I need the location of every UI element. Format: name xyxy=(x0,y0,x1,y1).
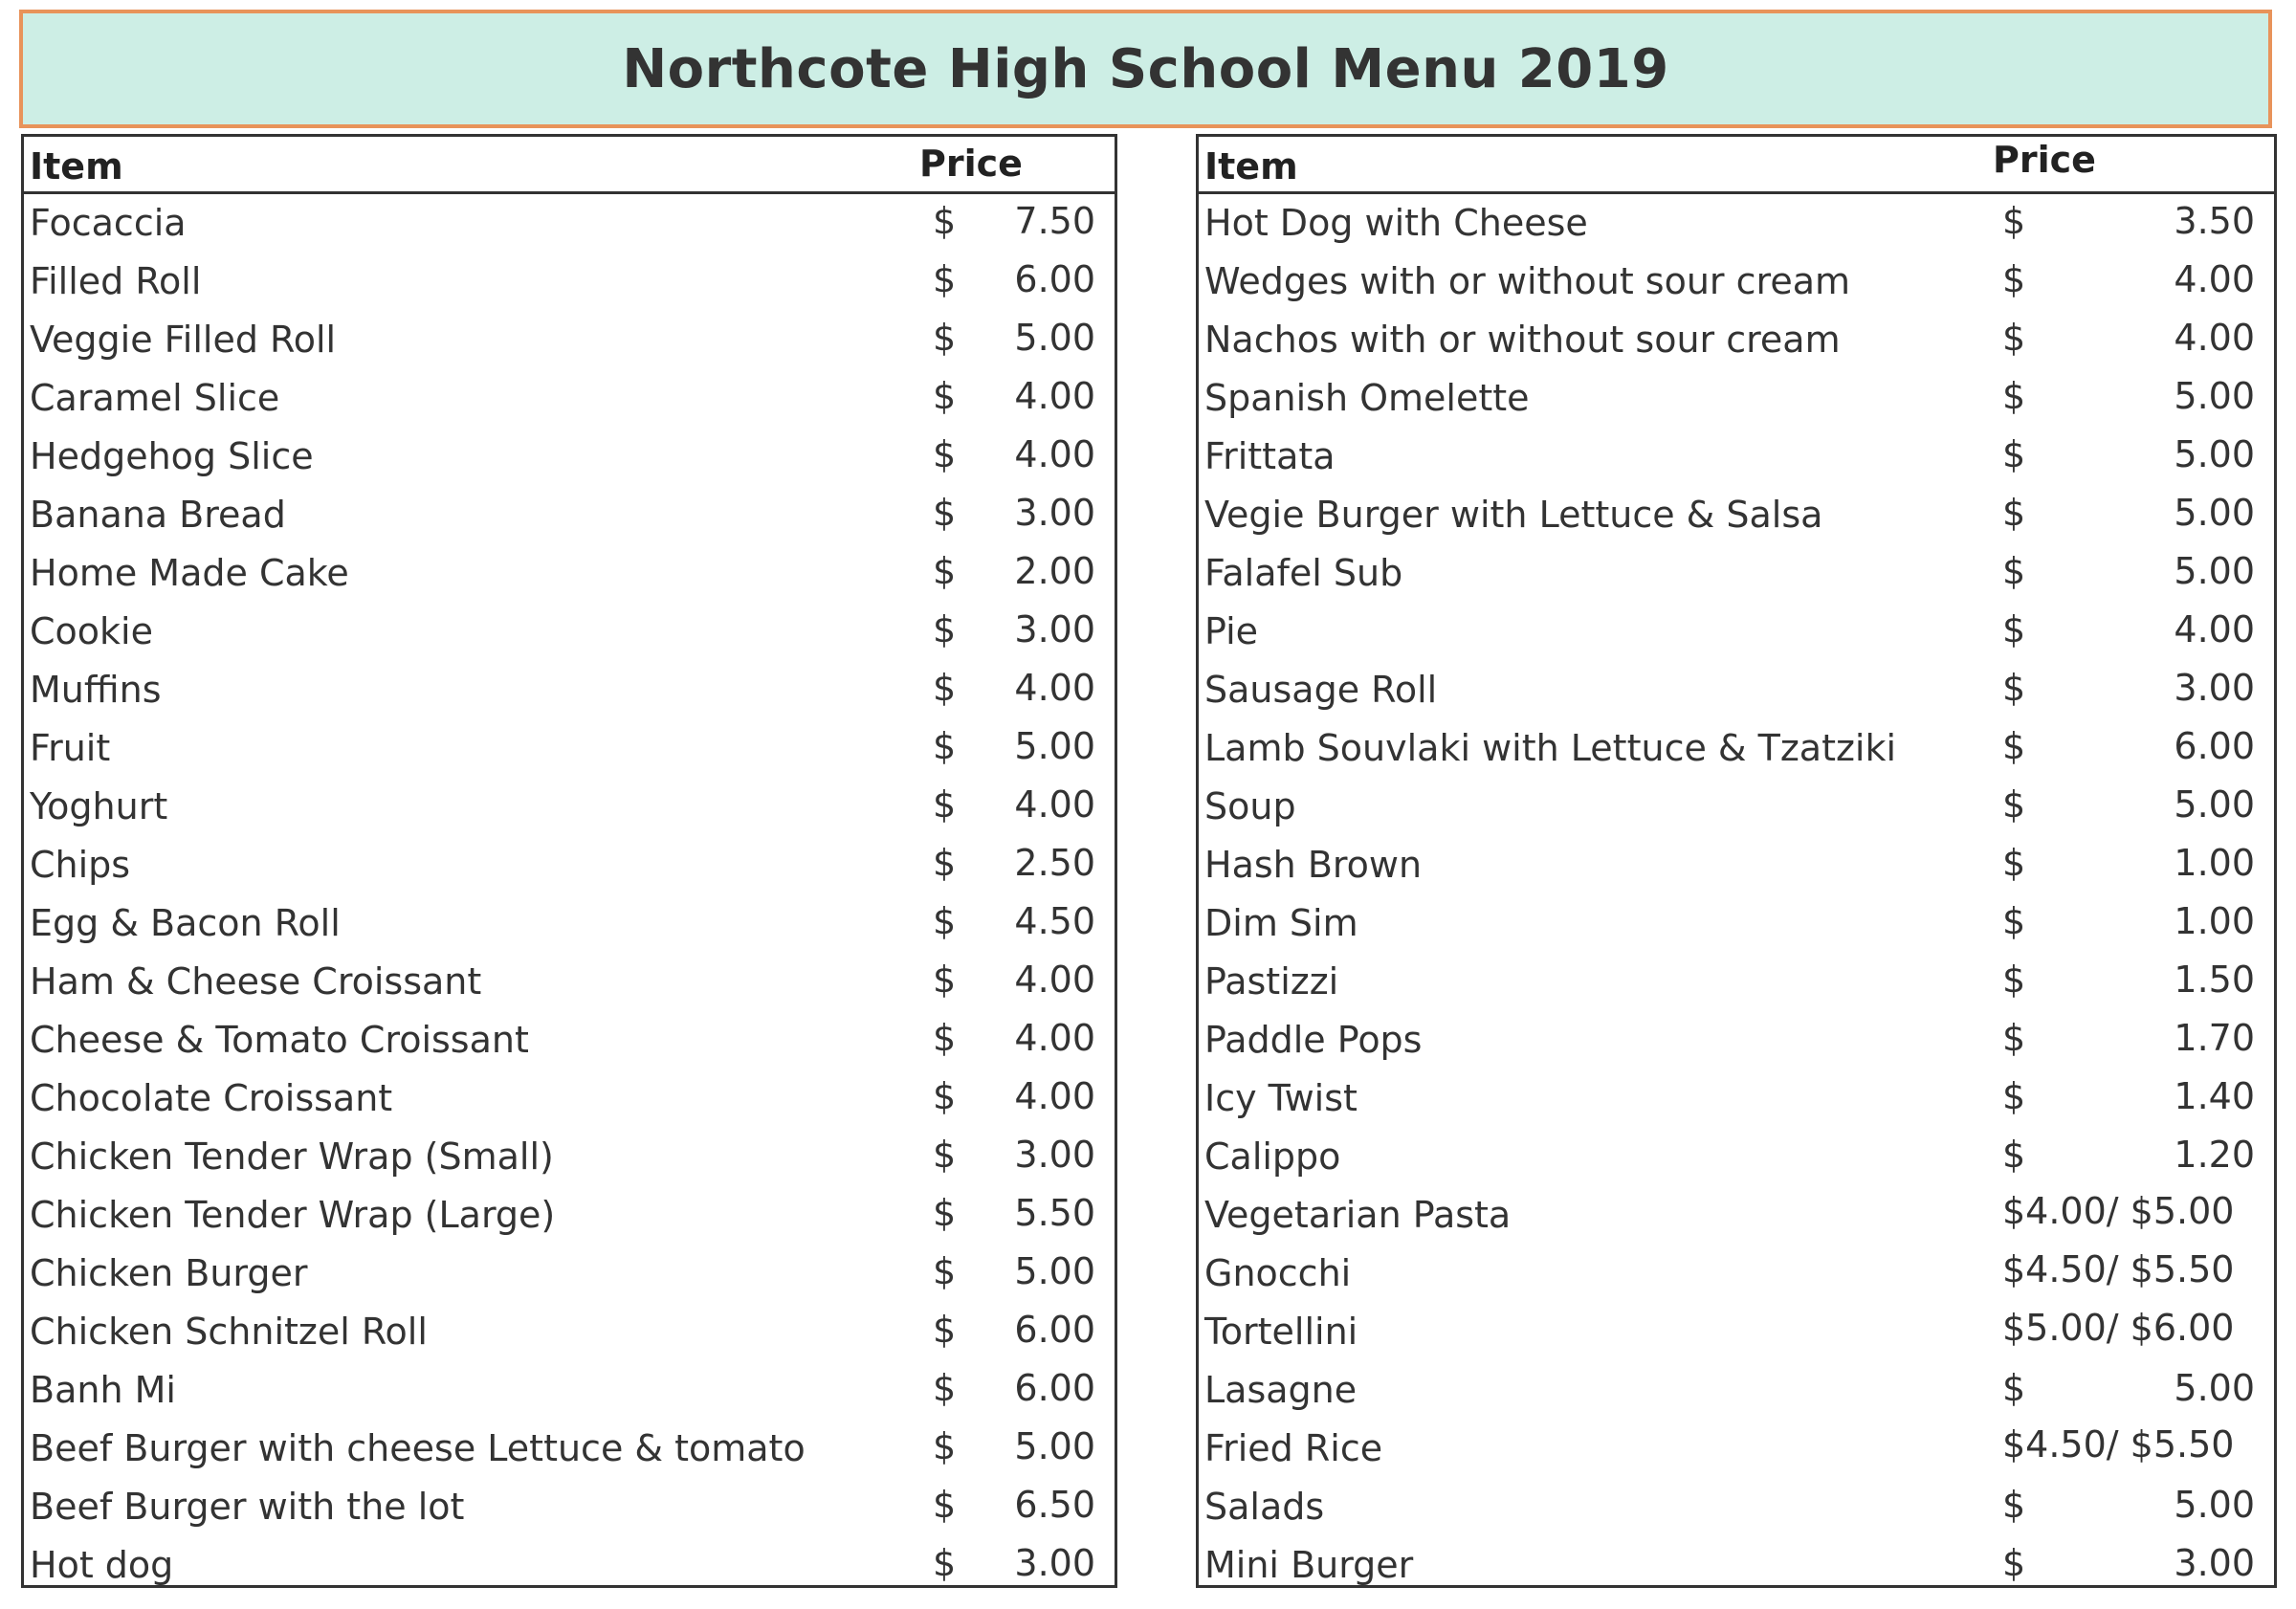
item-name: Filled Roll xyxy=(30,260,202,302)
item-name: Chicken Schnitzel Roll xyxy=(30,1311,428,1353)
table-row xyxy=(24,953,1115,1011)
table-row xyxy=(1199,369,2274,428)
currency-symbol: $ xyxy=(2002,433,2026,475)
item-name: Fruit xyxy=(30,727,111,769)
currency-symbol: $ xyxy=(2002,1542,2026,1584)
page-title: Northcote High School Menu 2019 xyxy=(622,37,1669,100)
item-price-range: $5.00/ $6.00 xyxy=(2002,1307,2235,1349)
item-price: 4.00 xyxy=(1014,1017,1095,1059)
currency-symbol: $ xyxy=(933,1367,957,1409)
currency-symbol: $ xyxy=(933,1250,957,1292)
item-name: Chicken Tender Wrap (Large) xyxy=(30,1194,556,1236)
table-row xyxy=(24,1303,1115,1361)
item-price: 6.50 xyxy=(1014,1484,1095,1526)
item-price: 4.00 xyxy=(2174,258,2255,300)
item-price: 5.00 xyxy=(2174,550,2255,592)
item-price: 3.00 xyxy=(1014,1542,1095,1584)
currency-symbol: $ xyxy=(933,200,957,242)
item-name: Paddle Pops xyxy=(1204,1019,1423,1061)
table-row xyxy=(1199,1536,2274,1595)
item-name: Chicken Burger xyxy=(30,1252,308,1294)
currency-symbol: $ xyxy=(2002,608,2026,650)
table-row xyxy=(1199,1069,2274,1128)
table-header xyxy=(24,137,1115,194)
item-price: 5.00 xyxy=(1014,725,1095,767)
table-row xyxy=(24,194,1115,253)
table-row xyxy=(24,311,1115,369)
table-row xyxy=(24,719,1115,778)
item-price: 6.00 xyxy=(2174,725,2255,767)
item-price: 4.50 xyxy=(1014,900,1095,942)
menu-title-banner xyxy=(19,10,2272,128)
item-price: 3.00 xyxy=(2174,667,2255,709)
currency-symbol: $ xyxy=(2002,842,2026,884)
table-row xyxy=(24,661,1115,719)
table-row xyxy=(1199,778,2274,836)
item-name: Icy Twist xyxy=(1204,1077,1358,1119)
item-name: Pie xyxy=(1204,610,1259,652)
item-name: Mini Burger xyxy=(1204,1544,1414,1586)
currency-symbol: $ xyxy=(2002,1017,2026,1059)
item-price: 4.00 xyxy=(1014,375,1095,417)
item-price: 6.00 xyxy=(1014,258,1095,300)
item-name: Fried Rice xyxy=(1204,1427,1383,1469)
column-header-item: Item xyxy=(30,145,123,187)
item-name: Sausage Roll xyxy=(1204,669,1438,711)
table-row xyxy=(1199,311,2274,369)
item-price: 3.00 xyxy=(2174,1542,2255,1584)
item-price: 5.00 xyxy=(2174,492,2255,534)
item-name: Hot dog xyxy=(30,1544,174,1586)
table-row xyxy=(24,894,1115,953)
currency-symbol: $ xyxy=(2002,725,2026,767)
item-name: Beef Burger with the lot xyxy=(30,1486,465,1528)
item-price: 6.00 xyxy=(1014,1367,1095,1409)
currency-symbol: $ xyxy=(2002,959,2026,1001)
table-row xyxy=(1199,253,2274,311)
item-name: Falafel Sub xyxy=(1204,552,1403,594)
currency-symbol: $ xyxy=(933,492,957,534)
table-row xyxy=(24,1186,1115,1245)
item-price: 3.00 xyxy=(1014,1134,1095,1176)
item-price: 5.00 xyxy=(1014,317,1095,359)
item-price: 7.50 xyxy=(1014,200,1095,242)
currency-symbol: $ xyxy=(933,1075,957,1117)
currency-symbol: $ xyxy=(933,783,957,826)
item-price: 4.00 xyxy=(1014,1075,1095,1117)
currency-symbol: $ xyxy=(2002,783,2026,826)
item-price: 5.00 xyxy=(2174,375,2255,417)
table-row xyxy=(1199,1303,2274,1361)
item-price: 5.00 xyxy=(2174,1367,2255,1409)
item-name: Dim Sim xyxy=(1204,902,1358,944)
item-price-range: $4.50/ $5.50 xyxy=(2002,1423,2235,1466)
item-price: 5.00 xyxy=(1014,1250,1095,1292)
item-price: 1.40 xyxy=(2174,1075,2255,1117)
item-price: 4.00 xyxy=(1014,959,1095,1001)
item-name: Lamb Souvlaki with Lettuce & Tzatziki xyxy=(1204,727,1897,769)
item-price: 1.00 xyxy=(2174,900,2255,942)
currency-symbol: $ xyxy=(933,317,957,359)
table-header xyxy=(1199,137,2274,194)
item-name: Pastizzi xyxy=(1204,960,1339,1003)
currency-symbol: $ xyxy=(933,1542,957,1584)
currency-symbol: $ xyxy=(933,1192,957,1234)
currency-symbol: $ xyxy=(2002,667,2026,709)
item-price: 5.00 xyxy=(1014,1425,1095,1467)
item-price: 1.50 xyxy=(2174,959,2255,1001)
table-row xyxy=(24,1069,1115,1128)
currency-symbol: $ xyxy=(933,1484,957,1526)
menu-table-left xyxy=(21,134,1117,1588)
item-name: Focaccia xyxy=(30,202,187,244)
table-row xyxy=(1199,1478,2274,1536)
table-row xyxy=(24,486,1115,544)
item-name: Gnocchi xyxy=(1204,1252,1352,1294)
item-name: Chips xyxy=(30,844,131,886)
currency-symbol: $ xyxy=(933,433,957,475)
table-row xyxy=(24,1245,1115,1303)
table-row xyxy=(1199,1011,2274,1069)
column-header-item: Item xyxy=(1204,145,1298,187)
table-row xyxy=(1199,544,2274,603)
column-header-price: Price xyxy=(1993,139,2096,181)
item-price: 5.00 xyxy=(2174,433,2255,475)
item-price: 4.00 xyxy=(2174,608,2255,650)
table-row xyxy=(24,1011,1115,1069)
currency-symbol: $ xyxy=(933,725,957,767)
currency-symbol: $ xyxy=(2002,1367,2026,1409)
table-row xyxy=(24,1536,1115,1595)
currency-symbol: $ xyxy=(2002,1075,2026,1117)
currency-symbol: $ xyxy=(933,959,957,1001)
item-price: 4.00 xyxy=(2174,317,2255,359)
currency-symbol: $ xyxy=(933,608,957,650)
currency-symbol: $ xyxy=(933,375,957,417)
item-price: 5.00 xyxy=(2174,783,2255,826)
table-row xyxy=(1199,194,2274,253)
table-row xyxy=(1199,1361,2274,1420)
currency-symbol: $ xyxy=(2002,1134,2026,1176)
item-name: Egg & Bacon Roll xyxy=(30,902,341,944)
item-name: Banh Mi xyxy=(30,1369,176,1411)
currency-symbol: $ xyxy=(933,1309,957,1351)
item-price: 6.00 xyxy=(1014,1309,1095,1351)
item-name: Hot Dog with Cheese xyxy=(1204,202,1588,244)
table-row xyxy=(1199,428,2274,486)
item-price: 1.20 xyxy=(2174,1134,2255,1176)
table-body xyxy=(1199,194,2274,1595)
item-name: Yoghurt xyxy=(30,785,168,827)
item-name: Home Made Cake xyxy=(30,552,349,594)
table-row xyxy=(24,1420,1115,1478)
currency-symbol: $ xyxy=(933,1017,957,1059)
table-row xyxy=(1199,953,2274,1011)
table-row xyxy=(1199,894,2274,953)
item-name: Calippo xyxy=(1204,1135,1341,1178)
item-name: Veggie Filled Roll xyxy=(30,319,337,361)
currency-symbol: $ xyxy=(2002,550,2026,592)
item-price: 3.00 xyxy=(1014,608,1095,650)
item-name: Beef Burger with cheese Lettuce & tomato xyxy=(30,1427,806,1469)
table-row xyxy=(24,1361,1115,1420)
item-price: 3.50 xyxy=(2174,200,2255,242)
table-row xyxy=(24,369,1115,428)
currency-symbol: $ xyxy=(933,900,957,942)
menu-table-right xyxy=(1196,134,2277,1588)
item-name: Wedges with or without sour cream xyxy=(1204,260,1851,302)
table-row xyxy=(24,1128,1115,1186)
currency-symbol: $ xyxy=(933,258,957,300)
item-name: Hedgehog Slice xyxy=(30,435,314,477)
item-price: 2.00 xyxy=(1014,550,1095,592)
table-row xyxy=(1199,1245,2274,1303)
table-row xyxy=(24,836,1115,894)
table-row xyxy=(1199,1186,2274,1245)
table-row xyxy=(24,778,1115,836)
item-name: Chicken Tender Wrap (Small) xyxy=(30,1135,554,1178)
table-row xyxy=(1199,719,2274,778)
item-name: Cookie xyxy=(30,610,153,652)
table-row xyxy=(1199,486,2274,544)
currency-symbol: $ xyxy=(933,842,957,884)
item-price: 3.00 xyxy=(1014,492,1095,534)
item-price: 4.00 xyxy=(1014,783,1095,826)
item-name: Lasagne xyxy=(1204,1369,1358,1411)
item-name: Frittata xyxy=(1204,435,1336,477)
item-price: 1.00 xyxy=(2174,842,2255,884)
item-price: 1.70 xyxy=(2174,1017,2255,1059)
currency-symbol: $ xyxy=(933,550,957,592)
table-row xyxy=(1199,1128,2274,1186)
currency-symbol: $ xyxy=(2002,200,2026,242)
item-price: 5.50 xyxy=(1014,1192,1095,1234)
currency-symbol: $ xyxy=(2002,1484,2026,1526)
table-row xyxy=(24,428,1115,486)
item-name: Tortellini xyxy=(1204,1311,1358,1353)
currency-symbol: $ xyxy=(933,1425,957,1467)
table-row xyxy=(1199,661,2274,719)
currency-symbol: $ xyxy=(2002,317,2026,359)
table-row xyxy=(24,603,1115,661)
item-name: Spanish Omelette xyxy=(1204,377,1530,419)
currency-symbol: $ xyxy=(2002,258,2026,300)
item-name: Muffins xyxy=(30,669,162,711)
item-name: Nachos with or without sour cream xyxy=(1204,319,1841,361)
column-header-price: Price xyxy=(919,143,1023,185)
item-name: Chocolate Croissant xyxy=(30,1077,393,1119)
item-name: Ham & Cheese Croissant xyxy=(30,960,482,1003)
item-name: Vegie Burger with Lettuce & Salsa xyxy=(1204,494,1823,536)
item-name: Vegetarian Pasta xyxy=(1204,1194,1512,1236)
item-price: 4.00 xyxy=(1014,667,1095,709)
table-row xyxy=(24,544,1115,603)
item-name: Soup xyxy=(1204,785,1296,827)
table-row xyxy=(1199,836,2274,894)
currency-symbol: $ xyxy=(933,667,957,709)
item-name: Caramel Slice xyxy=(30,377,280,419)
item-price-range: $4.50/ $5.50 xyxy=(2002,1248,2235,1290)
item-name: Hash Brown xyxy=(1204,844,1423,886)
item-price: 4.00 xyxy=(1014,433,1095,475)
item-name: Banana Bread xyxy=(30,494,286,536)
currency-symbol: $ xyxy=(2002,900,2026,942)
table-row xyxy=(24,1478,1115,1536)
currency-symbol: $ xyxy=(933,1134,957,1176)
table-body xyxy=(24,194,1115,1595)
currency-symbol: $ xyxy=(2002,492,2026,534)
item-name: Cheese & Tomato Croissant xyxy=(30,1019,529,1061)
item-name: Salads xyxy=(1204,1486,1325,1528)
table-row xyxy=(1199,1420,2274,1478)
currency-symbol: $ xyxy=(2002,375,2026,417)
item-price: 5.00 xyxy=(2174,1484,2255,1526)
table-row xyxy=(24,253,1115,311)
table-row xyxy=(1199,603,2274,661)
item-price-range: $4.00/ $5.00 xyxy=(2002,1190,2235,1232)
item-price: 2.50 xyxy=(1014,842,1095,884)
